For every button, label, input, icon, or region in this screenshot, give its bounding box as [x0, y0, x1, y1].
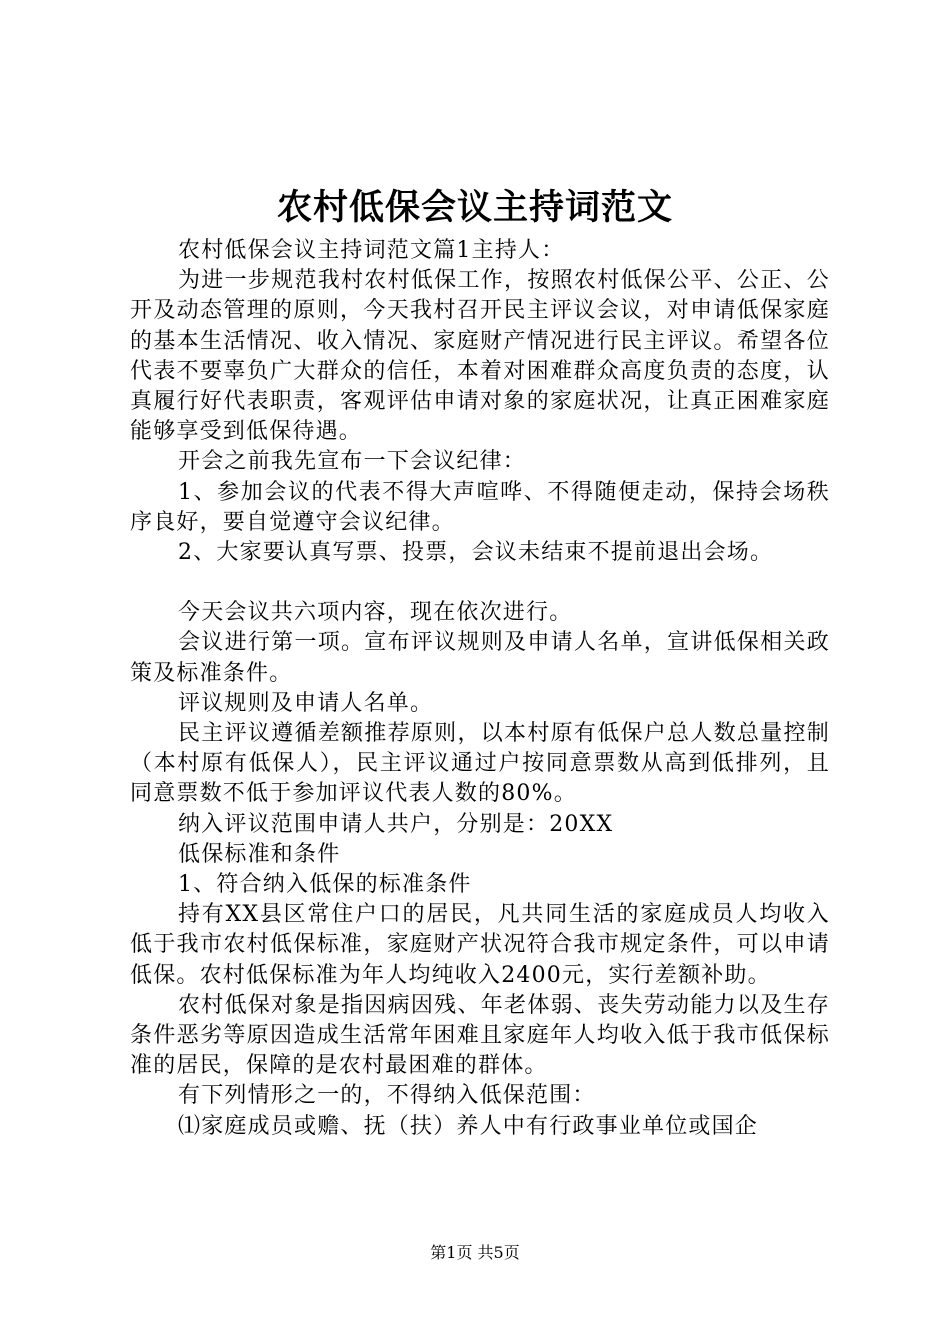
paragraph: 1、符合纳入低保的标准条件 [178, 872, 472, 898]
paragraph: 有下列情形之一的，不得纳入低保范围： [178, 1083, 596, 1109]
paragraph: 持有XX县区常住户口的居民，凡共同生活的家庭成员人均收入低于我市农村低保标准，家庭财产状况符合我市规定条件，可以申请低保。农村低保标准为年人均纯收入2400元，实行差额补助。 [130, 902, 830, 988]
paragraph: 农村低保会议主持词范文篇1主持人： [178, 238, 565, 263]
paragraph: 纳入评议范围申请人共户，分别是：20XX [178, 811, 614, 837]
paragraph: 2、大家要认真写票、投票，会议未结束不提前退出会场。 [178, 540, 774, 566]
paragraph: 低保标准和条件 [178, 841, 341, 867]
paragraph: 开会之前我先宣布一下会议纪律： [178, 449, 527, 475]
paragraph: 农村低保对象是指因病因残、年老体弱、丧失劳动能力以及生存条件恶劣等原因造成生活常年困难且家庭年人均收入低于我市低保标准的居民，保障的是农村最困难的群体。 [130, 992, 830, 1079]
page-footer: 第1页 共5页 [430, 1243, 520, 1262]
paragraph: 1、参加会议的代表不得大声喧哗、不得随便走动，保持会场秩序良好，要自觉遵守会议纪律。 [130, 479, 830, 535]
paragraph: 评议规则及申请人名单。 [178, 690, 434, 716]
paragraph: 今天会议共六项内容，现在依次进行。 [178, 600, 573, 626]
paragraph: 会议进行第一项。宣布评议规则及申请人名单，宣讲低保相关政策及标准条件。 [130, 630, 830, 686]
document-body [130, 236, 830, 1142]
paragraph: 民主评议遵循差额推荐原则，以本村原有低保户总人数总量控制（本村原有低保人），民主评议通过户按同意票数从高到低排列，且同意票数不低于参加评议代表人数的80%。 [130, 721, 830, 807]
document-title: 农村低保会议主持词范文 [276, 187, 673, 228]
paragraph: ⑴家庭成员或赡、抚（扶）养人中有行政事业单位或国企 [178, 1113, 759, 1139]
paragraph: 为进一步规范我村农村低保工作，按照农村低保公平、公正、公开及动态管理的原则，今天我村召开民主评议会议，对申请低保家庭的基本生活情况、收入情况、家庭财产情况进行民主评议。希望各位代表不要辜负广大群众的信任，本着对困难群众高度负责的态度，认真履行好代表职责，客观评估申请对象的家庭状况，让真正困难家庭能够享受到低保待遇。 [130, 268, 830, 445]
